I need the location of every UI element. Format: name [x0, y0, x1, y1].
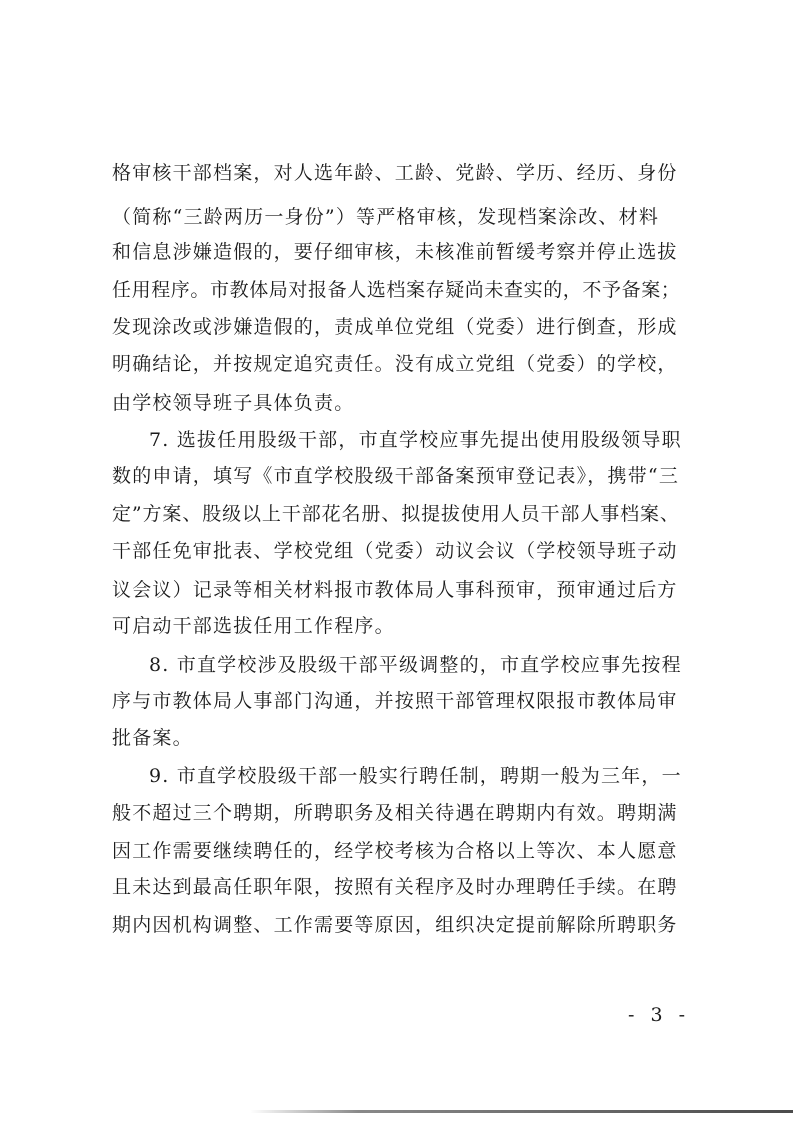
text-line: 数的申请，填写《市直学校股级干部备案预审登记表》，携带“三: [112, 465, 680, 487]
text-line: 干部任免审批表、学校党组（党委）动议会议（学校领导班子动: [112, 540, 678, 562]
text-line: 可启动干部选拔任用工作程序。: [112, 615, 395, 637]
text-line: 格审核干部档案，对人选年龄、工龄、党龄、学历、经历、身份: [112, 162, 678, 184]
text-line: 议会议）记录等相关材料报市教体局人事科预审，预审通过后方: [112, 579, 678, 601]
text-line: 9. 市直学校股级干部一般实行聘任制，聘期一般为三年，一: [149, 765, 682, 787]
text-line: 7. 选拔任用股级干部，市直学校应事先提出使用股级领导职: [149, 429, 682, 451]
page-number: - 3 -: [628, 1004, 691, 1026]
text-line: 般不超过三个聘期，所聘职务及相关待遇在聘期内有效。聘期满: [112, 802, 678, 824]
scan-edge-divider: [250, 1110, 793, 1113]
text-line: 因工作需要继续聘任的，经学校考核为合格以上等次、本人愿意: [112, 840, 678, 862]
text-line: 8. 市直学校涉及股级干部平级调整的，市直学校应事先按程: [149, 654, 682, 676]
text-line: 序与市教体局人事部门沟通，并按照干部管理权限报市教体局审: [112, 690, 678, 712]
text-line: 任用程序。市教体局对报备人选档案存疑尚未查实的，不予备案；: [112, 279, 681, 301]
text-line: 和信息涉嫌造假的，要仔细审核，未核准前暂缓考察并停止选拔: [112, 241, 678, 263]
text-line: （简称“三龄两历一身份”）等严格审核，发现档案涂改、材料: [112, 206, 660, 228]
text-line: 明确结论，并按规定追究责任。没有成立党组（党委）的学校，: [112, 353, 678, 375]
text-line: 发现涂改或涉嫌造假的，责成单位党组（党委）进行倒查，形成: [112, 316, 678, 338]
text-line: 批备案。: [112, 727, 193, 749]
text-line: 定”方案、股级以上干部花名册、拟提拔使用人员干部人事档案、: [112, 503, 680, 525]
text-line: 且未达到最高任职年限，按照有关程序及时办理聘任手续。在聘: [112, 876, 678, 898]
text-line: 由学校领导班子具体负责。: [112, 392, 355, 414]
text-line: 期内因机构调整、工作需要等原因，组织决定提前解除所聘职务: [112, 914, 678, 936]
